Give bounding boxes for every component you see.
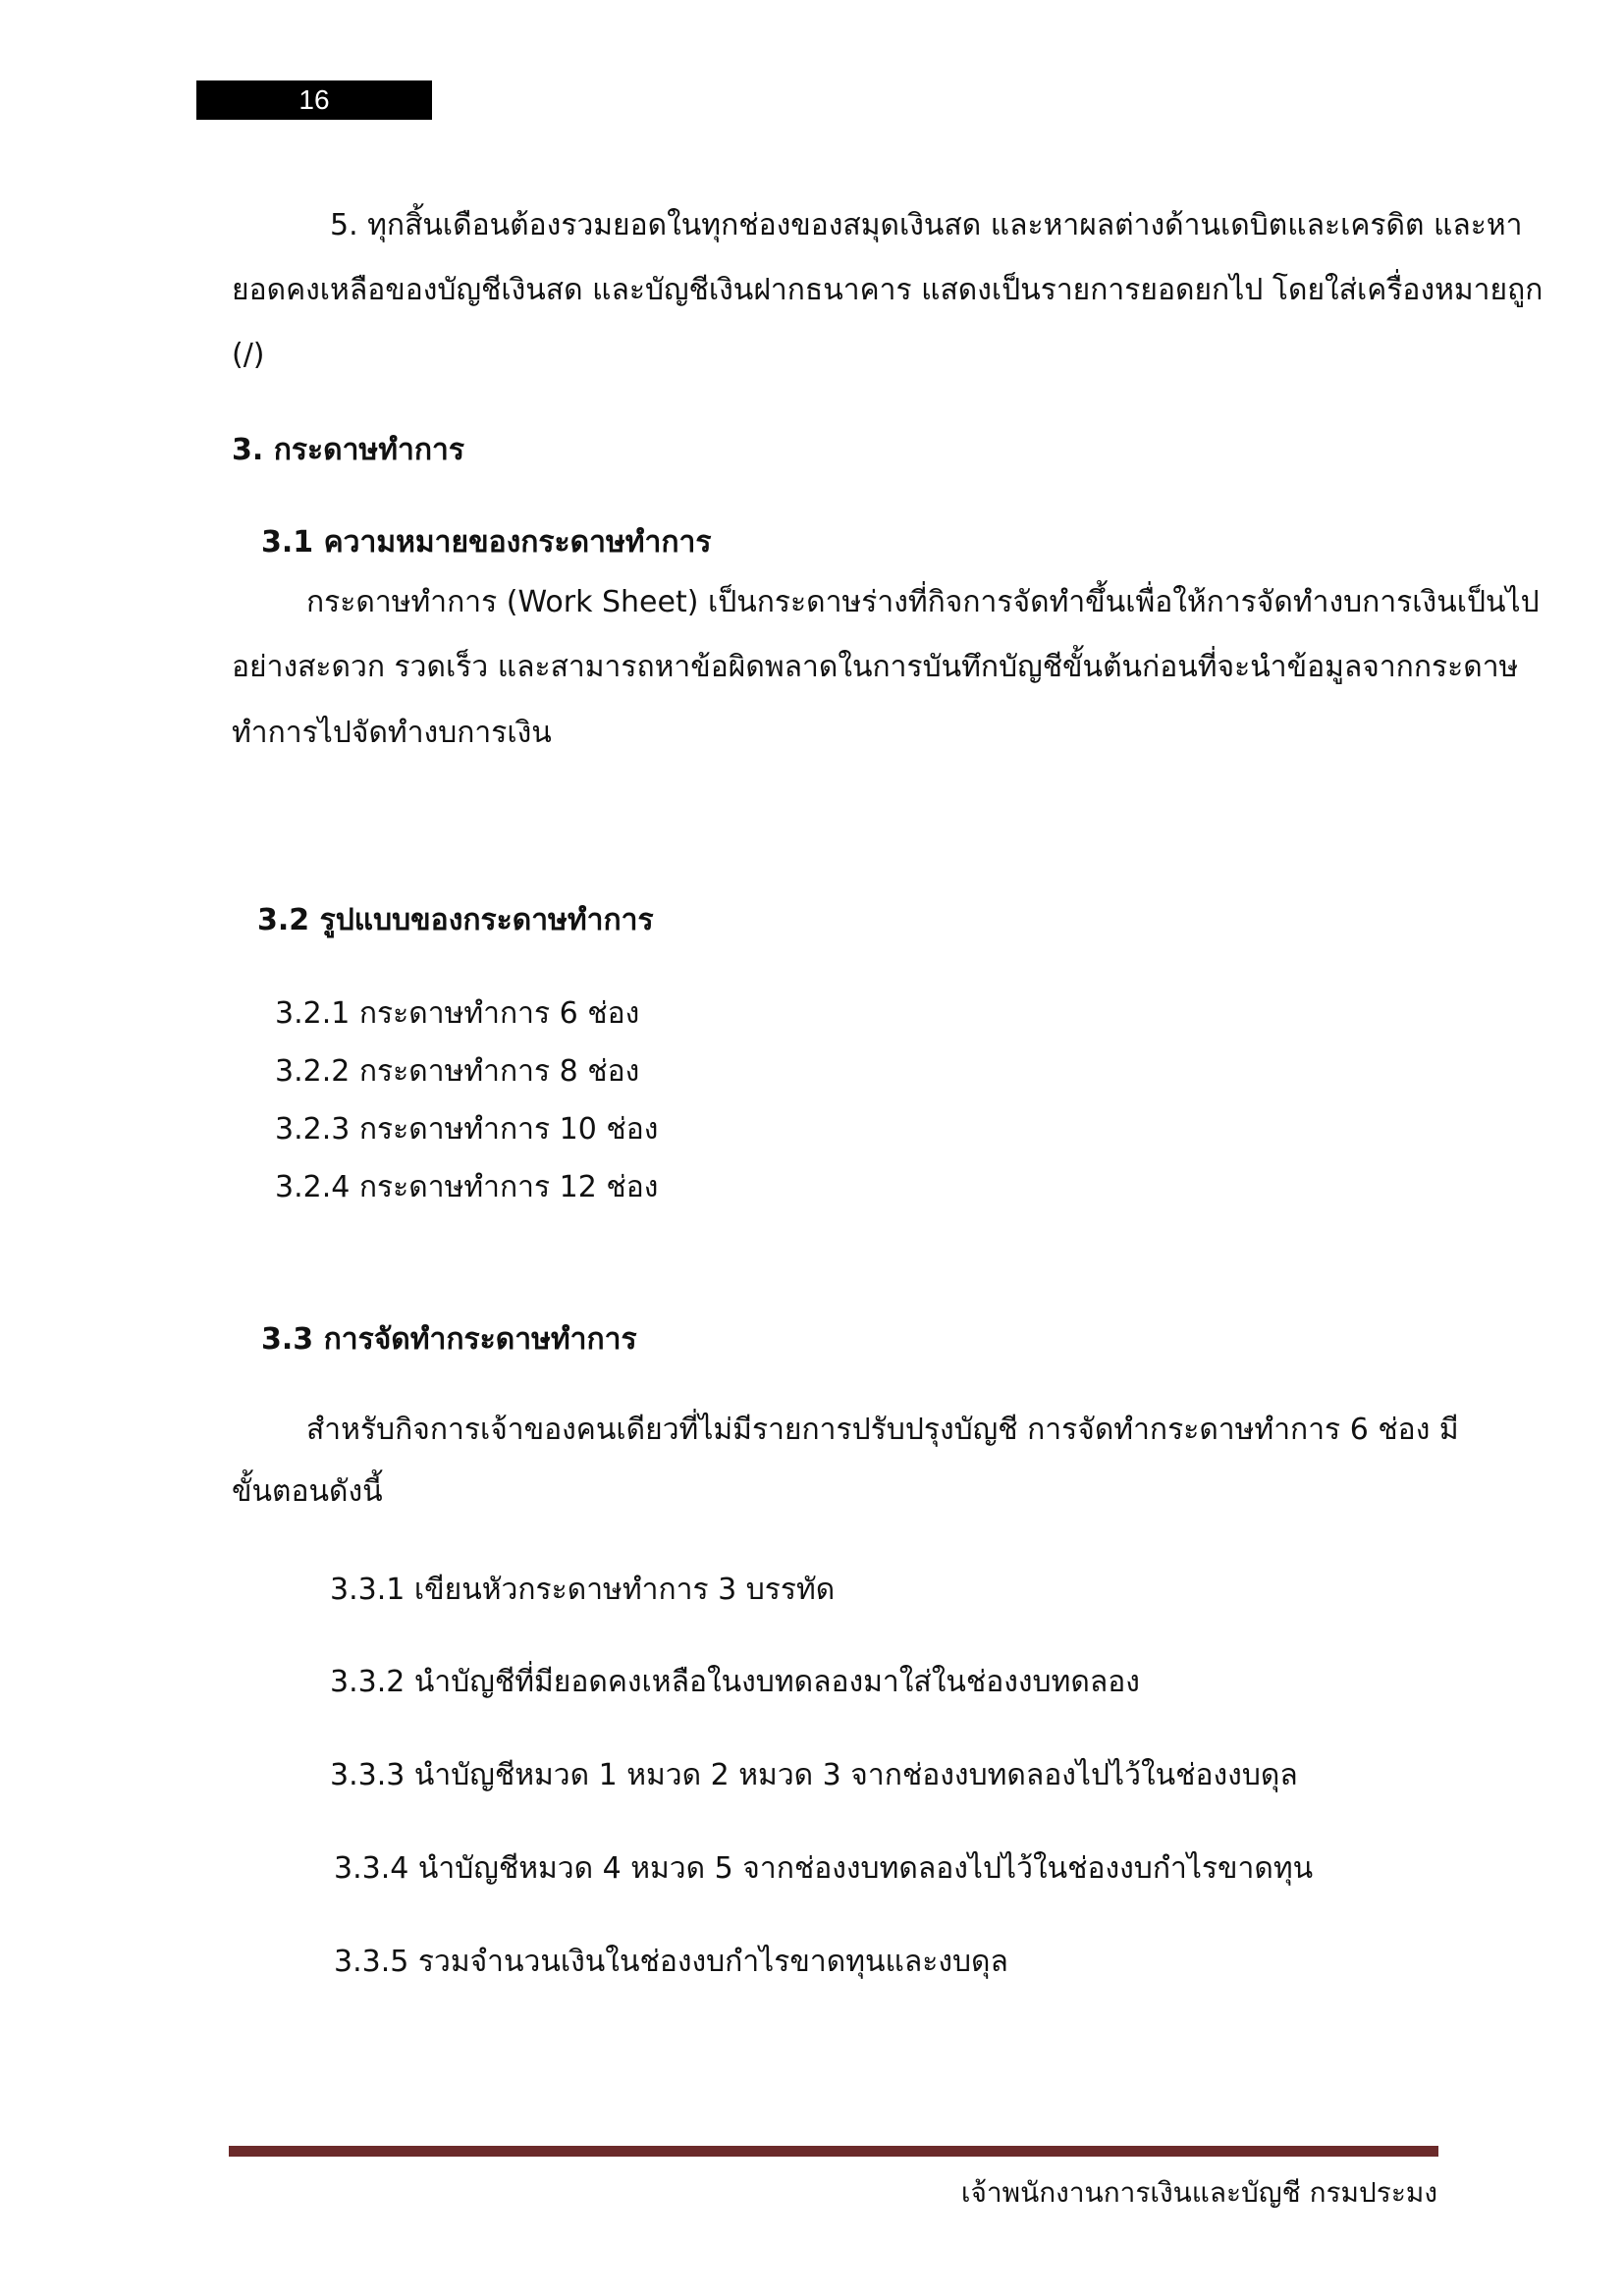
section33-title: 3.3 การจัดทำกระดาษทำการ	[261, 1322, 637, 1357]
section31-line3: ทำการไปจัดทำงบการเงิน	[232, 716, 552, 750]
step-item: 3.3.3 นำบัญชีหมวด 1 หมวด 2 หมวด 3 จากช่องงบทดลองไปไว้ในช่องงบดุล	[330, 1758, 1298, 1792]
item5-line1: 5. ทุกสิ้นเดือนต้องรวมยอดในทุกช่องของสมุดเงินสด และหาผลต่างด้านเดบิตและเครดิต และหา	[330, 208, 1523, 242]
format-item: 3.2.4 กระดาษทำการ 12 ช่อง	[275, 1170, 659, 1204]
page-number: 16	[196, 80, 432, 120]
section31-title: 3.1 ความหมายของกระดาษทำการ	[261, 525, 712, 560]
format-item: 3.2.3 กระดาษทำการ 10 ช่อง	[275, 1112, 659, 1147]
section33-intro-line2: ขั้นตอนดังนี้	[232, 1474, 383, 1509]
section33-intro-line1: สำหรับกิจการเจ้าของคนเดียวที่ไม่มีรายการปรับปรุงบัญชี การจัดทำกระดาษทำการ 6 ช่อง มี	[306, 1413, 1459, 1447]
format-item: 3.2.2 กระดาษทำการ 8 ช่อง	[275, 1054, 640, 1089]
step-item: 3.3.1 เขียนหัวกระดาษทำการ 3 บรรทัด	[330, 1573, 836, 1607]
section32-title: 3.2 รูปแบบของกระดาษทำการ	[257, 903, 654, 937]
footer-department: เจ้าพนักงานการเงินและบัญชี กรมประมง	[960, 2176, 1437, 2209]
step-item: 3.3.5 รวมจำนวนเงินในช่องงบกำไรขาดทุนและงบดุล	[334, 1945, 1008, 1979]
step-item: 3.3.2 นำบัญชีที่มียอดคงเหลือในงบทดลองมาใส่ในช่องงบทดลอง	[330, 1665, 1140, 1699]
section3-title: 3. กระดาษทำการ	[232, 433, 464, 467]
step-item: 3.3.4 นำบัญชีหมวด 4 หมวด 5 จากช่องงบทดลองไปไว้ในช่องงบกำไรขาดทุน	[334, 1851, 1314, 1886]
footer-divider	[229, 2146, 1438, 2157]
item5-line3: (/)	[232, 338, 265, 372]
item5-line2: ยอดคงเหลือของบัญชีเงินสด และบัญชีเงินฝากธนาคาร แสดงเป็นรายการยอดยกไป โดยใส่เครื่องหมายถูก	[232, 273, 1543, 307]
section31-line2: อย่างสะดวก รวดเร็ว และสามารถหาข้อผิดพลาดในการบันทึกบัญชีขั้นต้นก่อนที่จะนำข้อมูลจากกระดาษ	[232, 650, 1519, 684]
format-item: 3.2.1 กระดาษทำการ 6 ช่อง	[275, 996, 640, 1031]
section31-line1: กระดาษทำการ (Work Sheet) เป็นกระดาษร่างที่กิจการจัดทำขึ้นเพื่อให้การจัดทำงบการเงินเป็นไป	[306, 585, 1540, 619]
